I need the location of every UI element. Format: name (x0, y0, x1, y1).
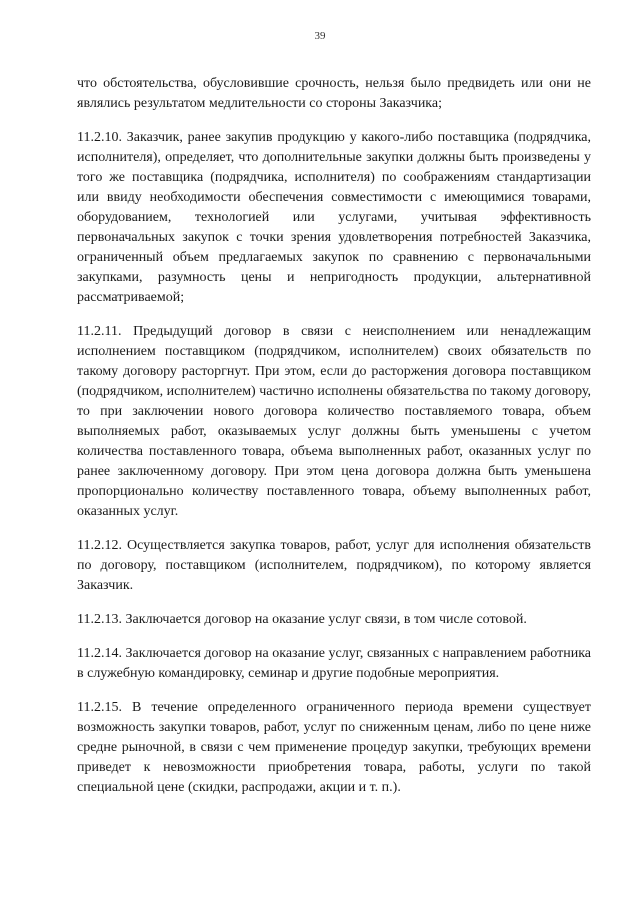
paragraph-11-2-13: 11.2.13. Заключается договор на оказание услуг связи, в том числе сотовой. (77, 612, 527, 627)
page-number: 39 (314, 30, 326, 42)
paragraph-11-2-15: 11.2.15. В течение определенного ограниченного периода времени существует возможность закупки товаров, работ, услуг по сниженным ценам, либо по цене ниже средне рыночной, в связи с чем применение процедур закупки, требующих времени приведет к невозможности приобретения товара, работы, услуги по такой специальной цене (скидки, распродажи, акции и т. п.). (77, 700, 591, 795)
paragraph-11-2-11: 11.2.11. Предыдущий договор в связи с неисполнением или ненадлежащим исполнением поставщиком (подрядчиком, исполнителем) своих обязательств по такому договору расторгнут. При этом, если до расторжения договора поставщиком (подрядчиком, исполнителем) частично исполнены обязательства по такому договору, то при заключении нового договора количество поставляемого товара, объем выполняемых работ, оказываемых услуг должны быть уменьшены с учетом количества поставленного товара, объема выполненных работ, оказанных услуг по ранее заключенному договору. При этом цена договора должна быть уменьшена пропорционально количеству поставленного товара, объему выполненных работ, оказанных услуг. (77, 324, 591, 519)
paragraph-11-2-10: 11.2.10. Заказчик, ранее закупив продукцию у какого-либо поставщика (подрядчика, исполнителя), определяет, что дополнительные закупки должны быть произведены у того же поставщика (подрядчика, исполнителя) по соображениям стандартизации или ввиду необходимости обеспечения совместимости с имеющимися товарами, оборудованием, технологией или услугами, учитывая эффективность первоначальных закупок с точки зрения удовлетворения потребностей Заказчика, ограниченный объем предлагаемых закупок по сравнению с первоначальными закупками, разумность цены и непригодность продукции, альтернативной рассматриваемой; (77, 130, 591, 305)
paragraph-11-2-14: 11.2.14. Заключается договор на оказание услуг, связанных с направлением работника в служебную командировку, семинар и другие подобные мероприятия. (77, 646, 591, 681)
paragraph-11-2-12: 11.2.12. Осуществляется закупка товаров, работ, услуг для исполнения обязательств по договору, поставщиком (исполнителем, подрядчиком), по которому является Заказчик. (77, 538, 591, 593)
document-body (77, 74, 591, 812)
paragraph-continuation: что обстоятельства, обусловившие срочность, нельзя было предвидеть или они не являлись результатом медлительности со стороны Заказчика; (77, 76, 591, 111)
